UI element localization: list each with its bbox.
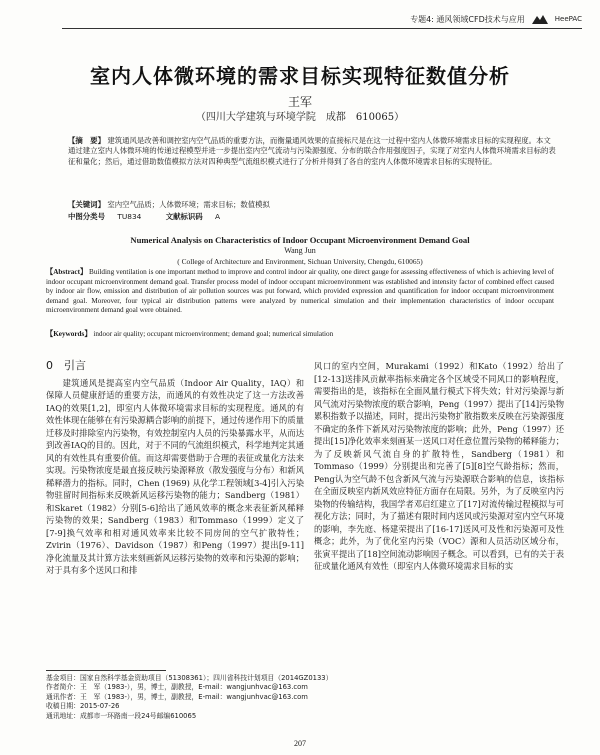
paper-title-en: Numerical Analysis on Characteristics of Indoor Occupant Microenvironment Demand Goal: [130, 235, 470, 245]
abstract-en-text: Building ventilation is one important method to improve and control indoor air quality, one direct gauge for assessing effectiveness of which is achieving level of indoor occupant microenvironment demand goal. Transfer process model of indoor occupant microenvironment was established and intensity factor of combined effect caused by indoor air flow, emission and distribution of air pollution sources was put forward, which provided expression and quantification for indoor occupant microenvironment demand goal. Moreover, four typical air distribution patterns were analyzed by numerical simulation and their implementation characteristics of indoor occupant microenvironment demand goal were obtained.: [46, 268, 555, 315]
footnote-address: 通讯地址：成都市一环路南一段24号邮编610065: [46, 711, 197, 720]
body-column-right: [314, 360, 564, 573]
footnote-received: 收稿日期：2015-07-26: [46, 702, 120, 711]
classification-row: [68, 211, 220, 222]
keywords-en-text: indoor air quality; occupant microenvironment; demand goal; numerical simulation: [93, 330, 334, 338]
footnote-funding: 基金项目：国家自然科学基金资助项目（51308361）；四川省科技计划项目（2014GZ0133）: [46, 674, 333, 682]
running-head: [410, 10, 582, 28]
author-cn: 王军: [287, 95, 312, 109]
header-rule: [62, 28, 582, 29]
paper-title-cn: 室内人体微环境的需求目标实现特征数值分析: [90, 64, 510, 88]
abstract-en-label: 【Abstract】: [46, 268, 88, 276]
running-head-text: 专题4: 通风领域CFD技术与应用: [410, 14, 525, 24]
clc-code: TU834: [117, 212, 142, 221]
author-en: Wang Jun: [284, 246, 316, 255]
footnotes: [46, 674, 560, 721]
body-column-left: [46, 360, 304, 577]
affiliation-en: ( College of Architecture and Environment, Sichuan University, Chengdu, 610065): [177, 257, 423, 266]
abstract-en: [46, 268, 554, 316]
section-heading: 0 引言: [46, 359, 86, 372]
keywords-cn-text: 室内空气品质；人体微环境；需求目标；数值模拟: [107, 200, 270, 209]
journal-logo-icon: [531, 13, 549, 25]
body-paragraph-right: 风口的室内空间，Murakami（1992）和Kato（1992）给出了[12-13]送排风贡献率指标来确定各个区域受不同风口的影响程度，需要指出的是，该指标在全面风量行模式下将失效；针对污染源与新风气流对污染物浓度的联合影响，Peng（1997）提出了[14]污染物累积指数予以描述，同时，提出污染物扩散指数来反映在污染源强度不确定的条件下新风对污染物浓度的影响；此外，Peng（1997）还提出[15]净化效率来刻画某一送风口对任意位置污染物的稀释能力；为了反映新风气流自身的扩散特性，Sandberg（1981）和Tommaso（1999）分别提出和完善了[5][8]空气龄指标；然而，Peng认为空气龄不包含新风气流与污染源联合影响的信息，该指标在全面反映室内新风效应特征方面存在局限。另外，为了反映室内污染物的传输结构，我国学者邓启红建立了[17]对流传输过程模拟与可视化方法；同时，为了描述有限时间内送风或污染源对室内空气环境的影响，李先庭、杨建荣提出了[16-17]送风可及性和污染源可及性概念；此外，为了优化室内污染（VOC）源和人员活动区域分布，张寅平提出了[18]空间流动影响因子概念。可以看到，已有的关于表征或量化通风有效性（即室内人体微环境需求目标的实: [314, 361, 564, 571]
doc-code: A: [215, 212, 221, 221]
footnote-author-bio: 作者简介：王 军（1983-），男，博士，副教授，E-mail：wangjunhvac@163.com: [46, 683, 308, 692]
footnote-rule: [46, 670, 166, 671]
keywords-en: [46, 329, 554, 339]
abstract-cn-text: 建筑通风是改善和调控室内空气品质的重要方法，而衡量通风效果的直接标尺是在这一过程中室内人体微环境需求目标的实现程度。本文通过建立室内人体微环境的传递过程模型并进一步提出室内空气流动与污染源强度、分布的联合作用强度因子，实现了对室内人体微环境需求目标的表征和量化；然后，通过借助数值模拟方法对四种典型气流组织模式进行了分析并得到了各自的室内人体微环境需求目标的实现特征。: [68, 136, 556, 166]
footnote-corresponding: 通讯作者：王 军（1983-），男，博士，副教授，E-mail：wangjunhvac@163.com: [46, 692, 308, 701]
keywords-cn: [68, 199, 270, 210]
keywords-en-label: 【Keywords】: [46, 330, 92, 338]
affiliation-cn: （四川大学建筑与环境学院 成都 610065）: [195, 112, 405, 123]
journal-logo-text: HeePAC: [554, 15, 582, 23]
clc-label: 中图分类号: [68, 212, 105, 221]
page-number: 207: [294, 739, 306, 748]
body-paragraph-left: 建筑通风是提高室内空气品质（Indoor Air Quality，IAQ）和保障人员健康舒适的重要方法，而通风的有效性决定了这一方法改善IAQ的效果[1,2]，即室内人体微环境需求目标的实现程度。通风的有效性体现在能够在有污染源耦合影响的前提下，通过传递作用下的质量迁移及时排除室内污染物，有效控制室内人员的污染暴露水平，从而达到改善IAQ的目的。因此，对于不同的气流组织模式，科学地判定其通风的有效性具有重要价值。而这却需要借助于合理的表征或量化方法来实现。污染物浓度是最直接反映污染源释放（散发强度与分布）和新风稀释潜力的指标。同时，Chen (1969) 从化学工程领域[3-4]引入污染物驻留时间指标来反映新风运移污染物的能力；Sandberg（1981）和Skaret（1982）分别[5-6]给出了通风效率的概念来表征新风稀释污染物的效果；Sandberg（1983）和Tommaso（1999）定义了[7-9]换气效率和相对通风效率来比较不同房间的空气扩散特性；Zvirin（1976）、Davidson（1987）和Peng（1997）提出[9-11]净化流量及其计算方法来刻画新风运移污染物的效率和污染源的影响；对于具有多个送风口和排: [46, 377, 304, 575]
abstract-cn: [68, 136, 556, 167]
keywords-cn-label: 【关键词】: [68, 200, 105, 209]
abstract-cn-label: 【摘 要】: [68, 136, 105, 145]
doc-code-label: 文献标识码: [165, 212, 203, 221]
